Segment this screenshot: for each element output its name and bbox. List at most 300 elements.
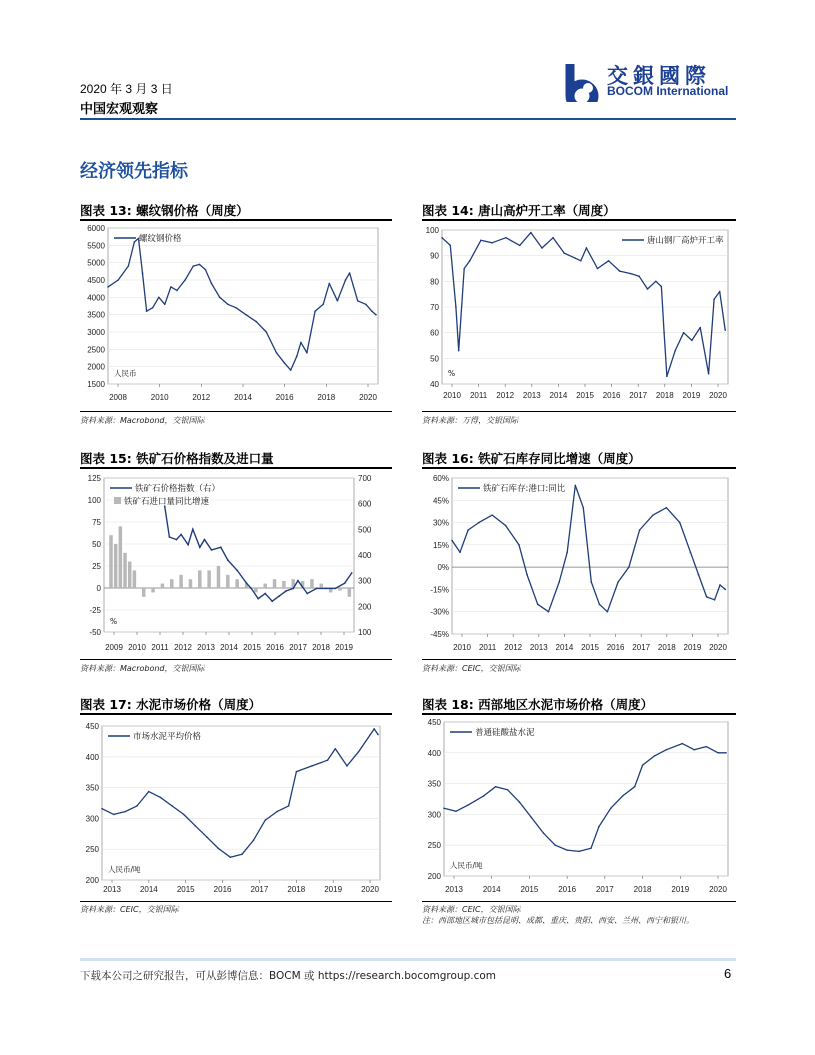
- data-point: [113, 814, 115, 816]
- x-tick-label: 2009: [105, 643, 123, 652]
- tangshan-blast-furnace-chart: [422, 222, 736, 410]
- figure-15-rule: [80, 467, 392, 469]
- figure-14-source-rule: [422, 411, 736, 412]
- figure-18-source-rule: [422, 901, 736, 902]
- x-tick-label: 2013: [103, 885, 121, 894]
- data-point: [597, 268, 599, 270]
- price-index-point: [351, 572, 353, 574]
- data-point: [334, 748, 336, 750]
- import-bar: [310, 579, 314, 588]
- plot-frame: [102, 726, 380, 880]
- y-tick-label: 50: [92, 540, 101, 549]
- data-point: [599, 603, 601, 605]
- data-point: [255, 321, 257, 323]
- x-tick-label: 2013: [522, 391, 541, 400]
- legend-swatch-bar: [114, 497, 121, 504]
- y2-tick-label: 700: [358, 474, 372, 483]
- import-bar: [114, 544, 118, 588]
- price-index-point: [192, 528, 194, 530]
- x-tick-label: 2016: [275, 393, 294, 402]
- data-point: [693, 749, 695, 751]
- report-subtitle: 中国宏观观察: [80, 102, 159, 117]
- data-point: [617, 581, 619, 583]
- y-tick-label: 4000: [87, 293, 105, 303]
- figure-13-rule: [80, 219, 392, 221]
- import-bar: [179, 575, 183, 588]
- x-tick-label: 2018: [633, 885, 652, 894]
- figure-16-rule: [422, 467, 736, 469]
- section-title: 经济领先指标: [80, 161, 188, 182]
- data-point: [205, 269, 207, 271]
- y-tick-label: -45%: [430, 630, 449, 639]
- data-point: [184, 279, 186, 281]
- y2-tick-label: 100: [358, 628, 372, 637]
- x-tick-label: 2018: [317, 393, 336, 402]
- series-line: [102, 729, 378, 857]
- data-point: [713, 299, 715, 301]
- data-point: [548, 611, 550, 613]
- price-index-point: [211, 549, 213, 551]
- y2-tick-label: 200: [358, 602, 372, 612]
- data-point: [724, 329, 726, 331]
- y-tick-label: 60%: [432, 474, 449, 483]
- y-tick-label: 25: [92, 562, 101, 571]
- legend-label: 螺纹钢价格: [139, 234, 182, 244]
- x-tick-label: 2017: [629, 391, 648, 400]
- data-point: [491, 242, 493, 244]
- y-tick-label: 75: [92, 518, 101, 527]
- data-point: [134, 241, 136, 243]
- figure-14-source: 资料来源：万得，交银国际: [422, 416, 518, 425]
- y-tick-label: -25: [89, 606, 101, 615]
- x-tick-label: 2015: [520, 885, 539, 894]
- y-tick-label: 45%: [432, 496, 449, 506]
- price-index-point: [292, 587, 294, 589]
- x-tick-label: 2020: [359, 393, 377, 402]
- data-point: [552, 237, 554, 239]
- data-point: [183, 814, 185, 816]
- x-tick-label: 2016: [606, 643, 625, 652]
- data-point: [290, 369, 292, 371]
- data-point: [253, 839, 255, 841]
- x-tick-label: 2019: [335, 643, 353, 652]
- import-bar: [217, 566, 221, 588]
- x-tick-label: 2011: [151, 643, 169, 652]
- y-tick-label: 40: [430, 380, 439, 389]
- figure-17-source: 资料来源：CEIC，交银国际: [80, 905, 179, 914]
- x-tick-label: 2013: [197, 643, 215, 652]
- price-index-point: [236, 570, 238, 572]
- data-point: [518, 544, 520, 546]
- figure-17-title: 图表 17: 水泥市场价格（周度）: [80, 697, 262, 712]
- y-tick-label: 0: [96, 584, 101, 593]
- import-bar: [254, 588, 257, 592]
- price-index-point: [180, 534, 182, 536]
- data-point: [170, 286, 172, 288]
- data-point: [300, 342, 302, 344]
- unit-label: 人民币/吨: [450, 861, 483, 870]
- y-tick-label: 450: [85, 722, 99, 731]
- price-index-line: [165, 506, 352, 601]
- x-tick-label: 2014: [234, 393, 252, 402]
- x-tick-label: 2014: [482, 885, 501, 894]
- x-tick-label: 2015: [581, 643, 599, 652]
- y-tick-label: 1500: [87, 380, 105, 389]
- x-tick-label: 2016: [602, 391, 621, 400]
- y-tick-label: 100: [87, 496, 101, 505]
- import-bar: [348, 588, 352, 597]
- series-line: [444, 744, 726, 852]
- data-point: [634, 786, 636, 788]
- data-point: [192, 265, 194, 267]
- price-index-point: [316, 587, 318, 589]
- data-point: [698, 574, 700, 576]
- data-point: [598, 826, 600, 828]
- data-point: [666, 749, 668, 751]
- data-point: [558, 581, 560, 583]
- price-index-point: [187, 544, 189, 546]
- data-point: [125, 811, 127, 813]
- figure-18-rule: [422, 713, 736, 715]
- data-point: [483, 795, 485, 797]
- figure-16-source: 资料来源：CEIC，交银国际: [422, 664, 521, 673]
- legend-label: 市场水泥平均价格: [133, 732, 202, 742]
- y-tick-label: 200: [85, 876, 99, 885]
- data-point: [158, 297, 160, 299]
- y2-tick-label: 500: [358, 525, 372, 535]
- header-divider: [80, 118, 736, 120]
- price-index-point: [297, 580, 299, 582]
- data-point: [284, 362, 286, 364]
- price-index-point: [204, 539, 206, 541]
- y-tick-label: 3500: [87, 310, 105, 320]
- data-point: [714, 599, 716, 601]
- data-point: [519, 245, 521, 247]
- logo-english: BOCOM International: [607, 84, 729, 98]
- x-tick-label: 2017: [632, 643, 651, 652]
- data-point: [610, 807, 612, 809]
- data-point: [152, 307, 154, 309]
- data-point: [322, 303, 324, 305]
- data-point: [451, 540, 453, 542]
- x-tick-label: 2018: [655, 391, 674, 400]
- data-point: [530, 232, 532, 234]
- figure-16-source-rule: [422, 659, 736, 660]
- data-point: [107, 286, 109, 288]
- y-tick-label: 3000: [87, 328, 105, 337]
- figure-18-note: 注：西部地区城市包括昆明、成都、重庆、贵阳、西安、兰州、西宁和银川。: [422, 916, 694, 925]
- y-tick-label: 450: [427, 718, 441, 727]
- y-tick-label: 300: [85, 814, 99, 824]
- y2-tick-label: 600: [358, 499, 372, 509]
- data-point: [459, 551, 461, 553]
- x-tick-label: 2015: [243, 643, 261, 652]
- data-point: [679, 522, 681, 524]
- x-tick-label: 2011: [478, 643, 497, 652]
- data-point: [463, 268, 465, 270]
- x-tick-label: 2019: [683, 643, 702, 652]
- y-tick-label: 100: [425, 226, 439, 235]
- figure-15-title: 图表 15: 铁矿石价格指数及进口量: [80, 451, 274, 466]
- x-tick-label: 2011: [469, 391, 488, 400]
- data-point: [563, 252, 565, 254]
- legend-label: 普通硅酸盐水泥: [475, 728, 535, 738]
- unit-label: 人民币: [114, 369, 137, 378]
- figure-13-source: 资料来源：Macrobond，交银国际: [80, 416, 205, 425]
- price-index-point: [271, 600, 273, 602]
- data-point: [101, 808, 103, 810]
- data-point: [666, 507, 668, 509]
- import-bar: [109, 535, 113, 588]
- price-index-point: [344, 582, 346, 584]
- data-point: [346, 765, 348, 767]
- data-point: [607, 611, 609, 613]
- price-index-point: [285, 590, 287, 592]
- figure-18-title: 图表 18: 西部地区水泥市场价格（周度）: [422, 697, 654, 712]
- import-bar: [338, 588, 342, 591]
- data-point: [708, 373, 710, 375]
- data-point: [580, 260, 582, 262]
- x-tick-label: 2012: [192, 393, 211, 402]
- y2-tick-label: 300: [358, 576, 372, 586]
- x-tick-label: 2019: [671, 885, 690, 894]
- data-point: [674, 350, 676, 352]
- data-point: [608, 260, 610, 262]
- data-point: [171, 805, 173, 807]
- x-tick-label: 2008: [109, 393, 127, 402]
- data-point: [276, 352, 278, 354]
- data-point: [450, 245, 452, 247]
- data-point: [365, 303, 367, 305]
- legend-label: 唐山钢厂高炉开工率: [647, 236, 724, 246]
- import-bar: [128, 562, 131, 588]
- x-tick-label: 2012: [496, 391, 515, 400]
- data-point: [478, 522, 480, 524]
- x-tick-label: 2017: [289, 643, 307, 652]
- data-point: [357, 300, 359, 302]
- data-point: [227, 303, 229, 305]
- data-point: [638, 275, 640, 277]
- x-tick-label: 2013: [529, 643, 548, 652]
- price-index-point: [227, 559, 229, 561]
- y-tick-label: 6000: [87, 224, 105, 233]
- y-tick-label: 400: [85, 752, 99, 762]
- import-bar: [263, 584, 267, 588]
- data-point: [541, 247, 543, 249]
- data-point: [345, 279, 347, 281]
- y-tick-label: 0%: [437, 563, 449, 573]
- data-point: [206, 836, 208, 838]
- data-point: [591, 581, 593, 583]
- data-point: [519, 801, 521, 803]
- data-point: [699, 327, 701, 329]
- data-point: [691, 340, 693, 342]
- data-point: [583, 507, 585, 509]
- data-point: [235, 307, 237, 309]
- data-point: [682, 743, 684, 745]
- data-point: [296, 355, 298, 357]
- y-tick-label: 2000: [87, 362, 105, 372]
- data-point: [337, 300, 339, 302]
- data-point: [455, 306, 457, 308]
- data-point: [195, 825, 197, 827]
- x-tick-label: 2014: [549, 391, 568, 400]
- data-point: [455, 811, 457, 813]
- price-index-point: [334, 587, 336, 589]
- x-tick-label: 2015: [576, 391, 594, 400]
- y-tick-label: 300: [427, 810, 441, 820]
- figure-15-source-rule: [80, 659, 392, 660]
- data-point: [467, 804, 469, 806]
- data-point: [148, 791, 150, 793]
- data-point: [642, 764, 644, 766]
- price-index-point: [306, 593, 308, 595]
- y-tick-label: 30%: [432, 518, 449, 528]
- data-point: [574, 485, 576, 487]
- data-point: [719, 291, 721, 293]
- x-tick-label: 2018: [657, 643, 676, 652]
- data-point: [719, 584, 721, 586]
- data-point: [505, 525, 507, 527]
- unit-label: 人民币/吨: [108, 865, 141, 874]
- data-point: [441, 237, 443, 239]
- y-tick-label: 2500: [87, 345, 105, 355]
- data-point: [136, 805, 138, 807]
- figure-18-source: 资料来源：CEIC，交银国际: [422, 905, 521, 914]
- import-bar: [207, 570, 211, 588]
- import-bar: [198, 570, 202, 588]
- x-tick-label: 2018: [312, 643, 330, 652]
- x-tick-label: 2012: [174, 643, 192, 652]
- x-tick-label: 2010: [443, 391, 461, 400]
- y-tick-label: 15%: [432, 540, 449, 550]
- data-point: [554, 844, 556, 846]
- import-bar: [226, 575, 230, 588]
- y-tick-label: 4500: [87, 276, 105, 285]
- data-point: [537, 603, 539, 605]
- data-point: [128, 265, 130, 267]
- data-point: [311, 765, 313, 767]
- data-point: [377, 734, 379, 736]
- data-point: [199, 264, 201, 266]
- price-index-point: [199, 546, 201, 548]
- y-tick-label: 200: [427, 872, 441, 881]
- data-point: [373, 728, 375, 730]
- report-date: 2020 年 3 月 3 日: [80, 82, 173, 96]
- price-index-point: [257, 598, 259, 600]
- data-point: [328, 283, 330, 285]
- figure-13-title: 图表 13: 螺纹钢价格（周度）: [80, 203, 249, 218]
- data-point: [218, 848, 220, 850]
- data-point: [369, 734, 371, 736]
- import-bar: [151, 588, 155, 592]
- figure-17-source-rule: [80, 901, 392, 902]
- data-point: [654, 755, 656, 757]
- data-point: [495, 786, 497, 788]
- import-bar: [142, 588, 146, 597]
- legend-label: 铁矿石价格指数（右）: [135, 484, 221, 494]
- west-cement-price-chart: [422, 716, 736, 900]
- import-bar: [133, 570, 137, 588]
- data-point: [458, 350, 460, 352]
- data-point: [531, 817, 533, 819]
- data-point: [371, 310, 373, 312]
- y2-tick-label: 400: [358, 551, 372, 560]
- figure-13-source-rule: [80, 411, 392, 412]
- y-tick-label: 50: [430, 354, 439, 364]
- data-point: [652, 514, 654, 516]
- data-point: [327, 759, 329, 761]
- y-tick-label: 70: [430, 303, 439, 312]
- x-tick-label: 2020: [709, 391, 727, 400]
- logo-chinese: 交銀國際: [607, 63, 711, 88]
- import-bar: [119, 526, 123, 588]
- data-point: [690, 551, 692, 553]
- data-point: [176, 290, 178, 292]
- x-tick-label: 2010: [150, 393, 169, 402]
- data-point: [574, 257, 576, 259]
- x-tick-label: 2014: [220, 643, 238, 652]
- data-point: [480, 239, 482, 241]
- legend-label: 铁矿石库存:港口:同比: [483, 484, 566, 494]
- figure-15-source: 资料来源：Macrobond，交银国际: [80, 664, 205, 673]
- data-point: [245, 314, 247, 316]
- data-point: [469, 260, 471, 262]
- data-point: [296, 771, 298, 773]
- data-point: [467, 529, 469, 531]
- figure-16-title: 图表 16: 铁矿石库存同比增速（周度）: [422, 451, 641, 466]
- x-tick-label: 2010: [128, 643, 146, 652]
- data-point: [142, 272, 144, 274]
- data-point: [443, 807, 445, 809]
- plot-frame: [108, 228, 378, 384]
- footer-text: 下载本公司之研究报告，可从彭博信息：BOCM 或 https://research.bocomgroup.com: [80, 970, 497, 982]
- price-index-point: [250, 587, 252, 589]
- x-tick-label: 2014: [139, 885, 158, 894]
- data-point: [314, 310, 316, 312]
- data-point: [639, 529, 641, 531]
- data-point: [306, 352, 308, 354]
- y-tick-label: 350: [427, 779, 441, 789]
- import-bar: [235, 579, 239, 588]
- data-point: [706, 596, 708, 598]
- figure-14-title: 图表 14: 唐山高炉开工率（周度）: [422, 203, 616, 218]
- x-tick-label: 2014: [555, 643, 574, 652]
- data-point: [219, 297, 221, 299]
- x-tick-label: 2019: [324, 885, 343, 894]
- y-tick-label: 60: [430, 328, 439, 338]
- cement-price-chart: [80, 716, 392, 900]
- data-point: [507, 789, 509, 791]
- import-bar: [161, 584, 165, 588]
- data-point: [491, 514, 493, 516]
- data-point: [241, 854, 243, 856]
- data-point: [276, 811, 278, 813]
- x-tick-label: 2020: [361, 885, 379, 894]
- data-point: [666, 376, 668, 378]
- price-index-point: [169, 536, 171, 538]
- x-tick-label: 2016: [266, 643, 284, 652]
- plot-frame: [452, 478, 728, 634]
- data-point: [628, 566, 630, 568]
- y-tick-label: 5500: [87, 241, 105, 251]
- page-number: 6: [724, 966, 732, 981]
- footer-divider: [80, 958, 736, 961]
- data-point: [146, 310, 148, 312]
- import-bar: [189, 579, 193, 588]
- data-point: [349, 272, 351, 274]
- figure-17-rule: [80, 713, 392, 715]
